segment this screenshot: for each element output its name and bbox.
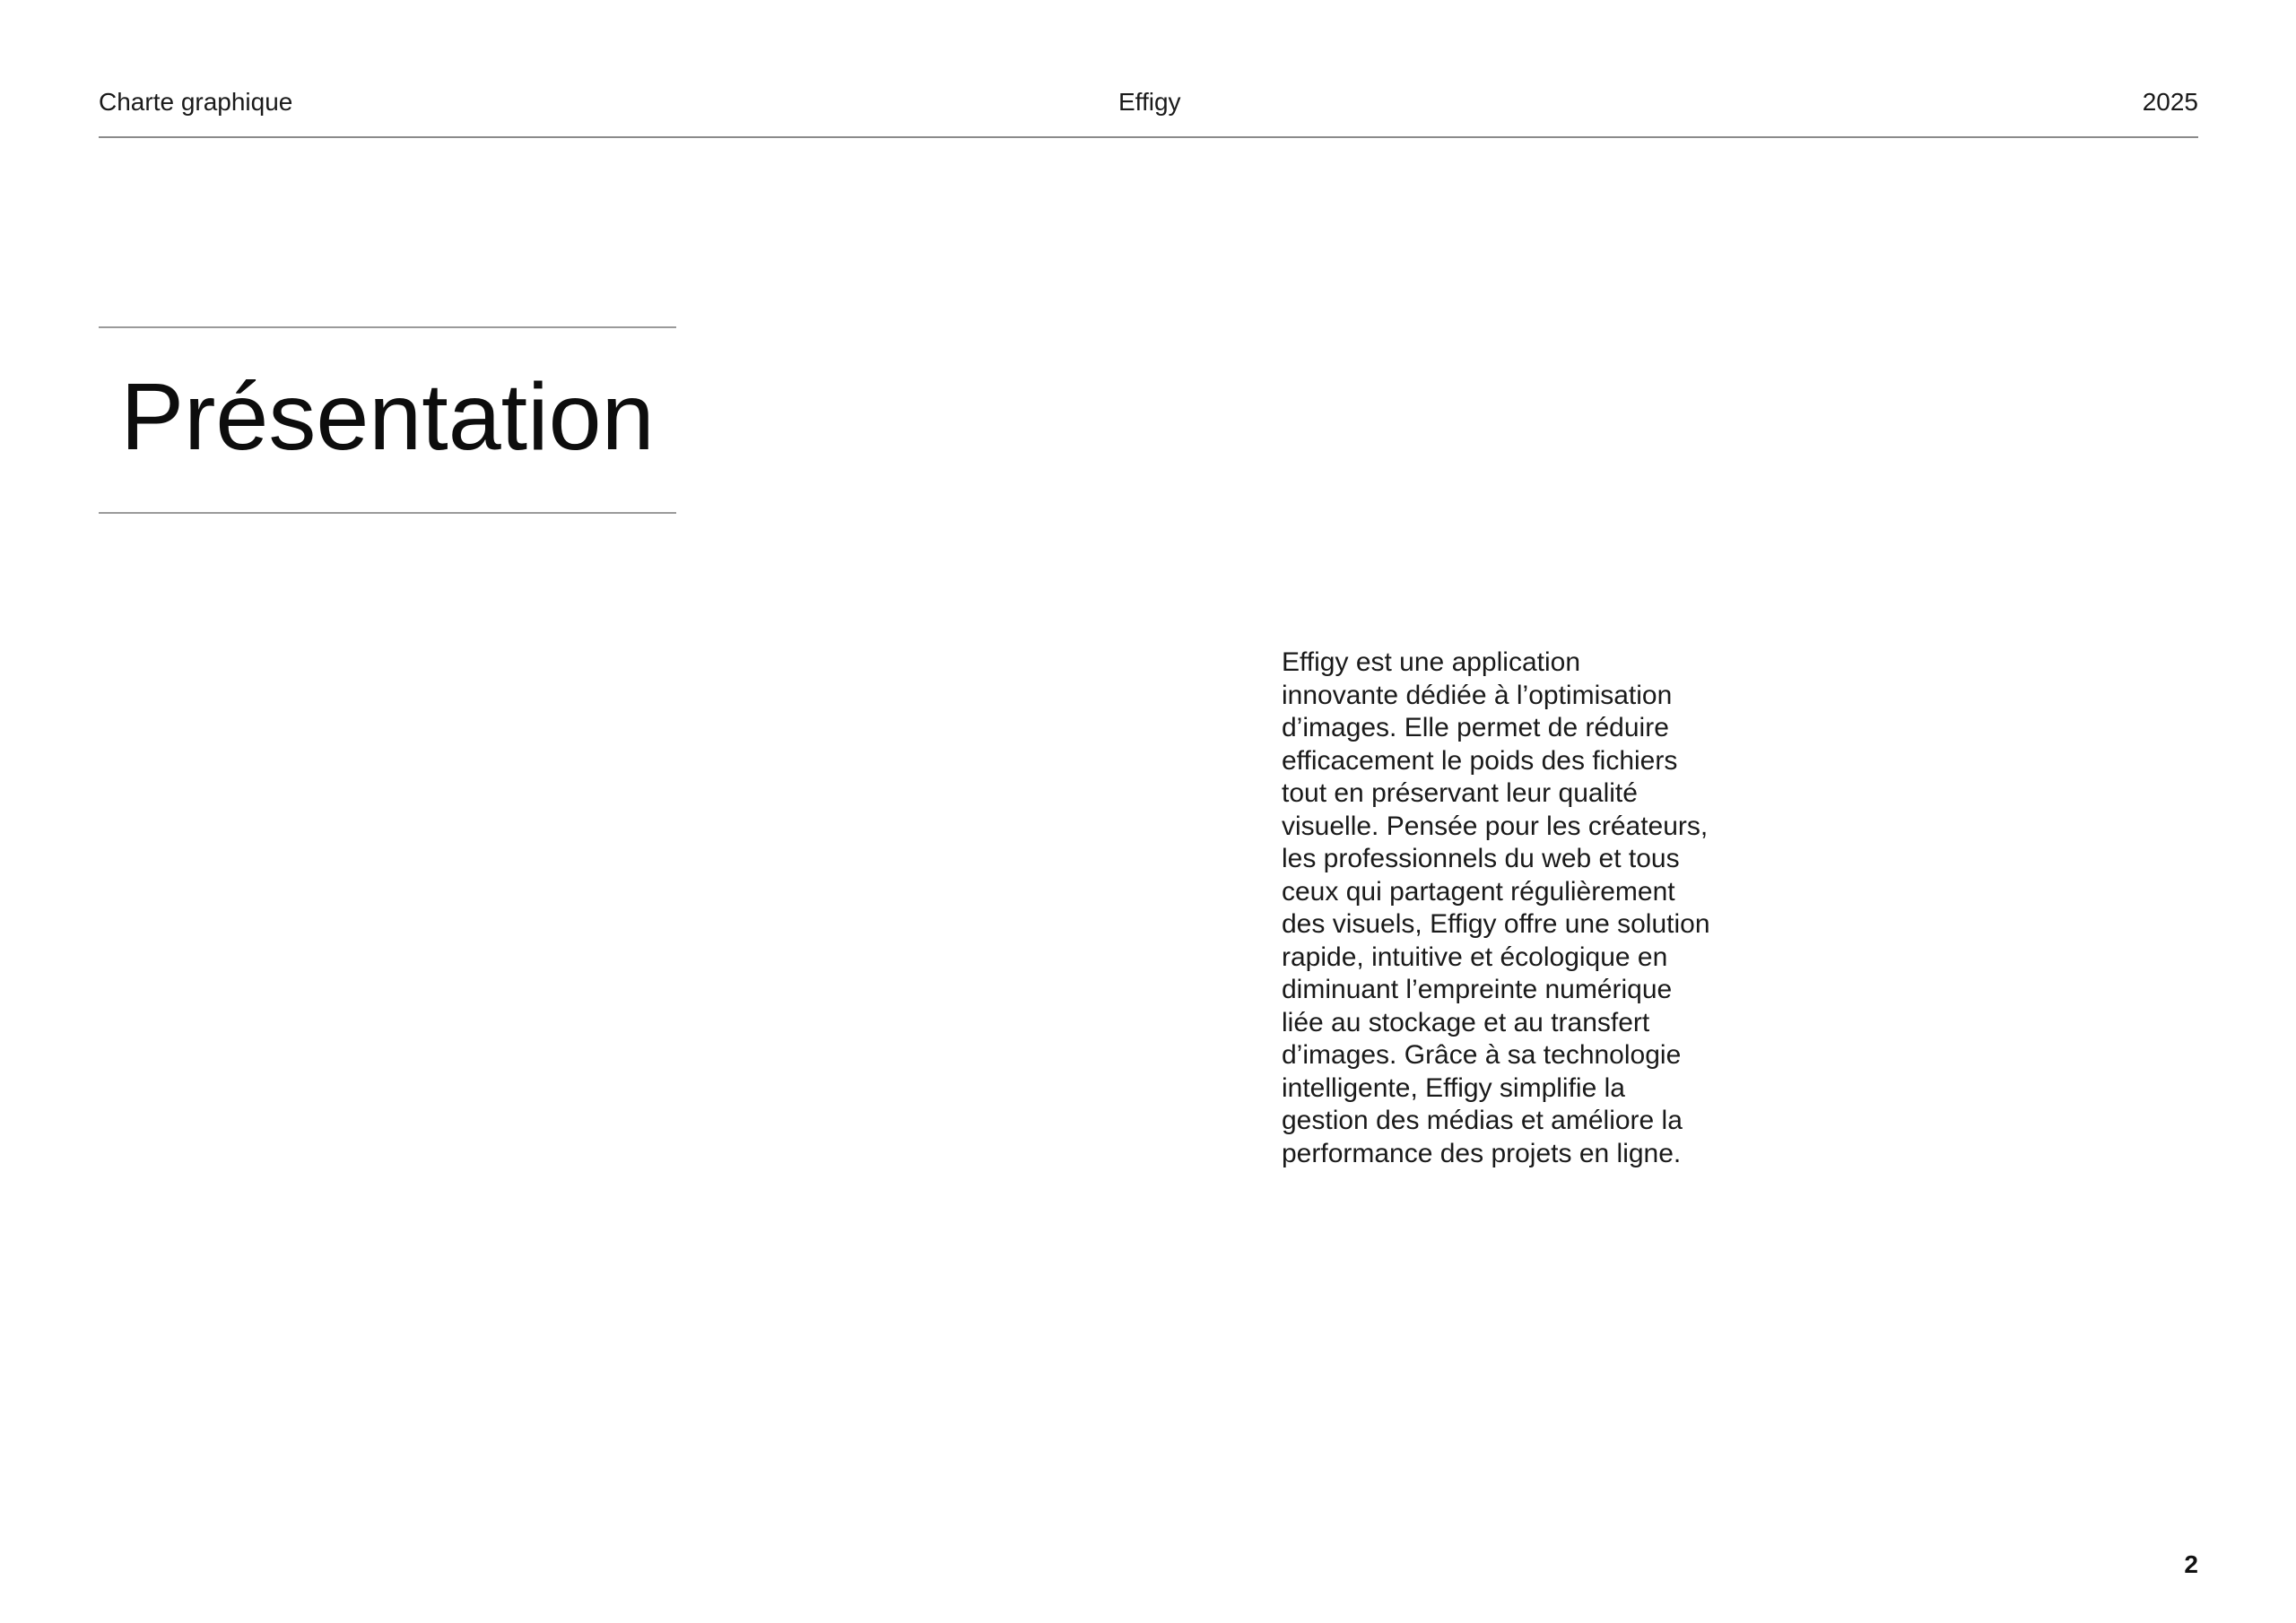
paragraph-line: des visuels, Effigy offre une solution (1282, 909, 1710, 939)
document-year: 2025 (2142, 88, 2198, 116)
paragraph-line: d’images. Grâce à sa technologie (1282, 1040, 1682, 1070)
paragraph-line: ceux qui partagent régulièrement (1282, 876, 1675, 907)
presentation-paragraph (1282, 647, 1748, 1170)
paragraph-line: performance des projets en ligne. (1282, 1138, 1682, 1168)
brand-name: Effigy (1118, 88, 1181, 116)
section-title: Présentation (120, 364, 655, 470)
paragraph-line: les professionnels du web et tous (1282, 844, 1680, 873)
paragraph-line: rapide, intuitive et écologique en (1282, 942, 1668, 972)
title-divider-bottom (99, 512, 676, 514)
paragraph-line: diminuant l’empreinte numérique (1282, 975, 1673, 1004)
paragraph-line: liée au stockage et au transfert (1282, 1007, 1650, 1037)
paragraph-line: visuelle. Pensée pour les créateurs, (1282, 811, 1709, 841)
title-divider-top (99, 326, 676, 328)
paragraph-line: intelligente, Effigy simplifie la (1282, 1072, 1625, 1103)
paragraph-line: efficacement le poids des fichiers (1282, 745, 1678, 776)
paragraph-line: gestion des médias et améliore la (1282, 1106, 1683, 1135)
header-divider (99, 136, 2198, 138)
paragraph-line: Effigy est une application (1282, 647, 1581, 677)
paragraph-line: d’images. Elle permet de réduire (1282, 713, 1669, 742)
paragraph-line: tout en préservant leur qualité (1282, 778, 1638, 808)
paragraph-line: innovante dédiée à l’optimisation (1282, 680, 1673, 710)
page-number: 2 (2184, 1550, 2198, 1578)
document-type-label: Charte graphique (99, 88, 293, 116)
